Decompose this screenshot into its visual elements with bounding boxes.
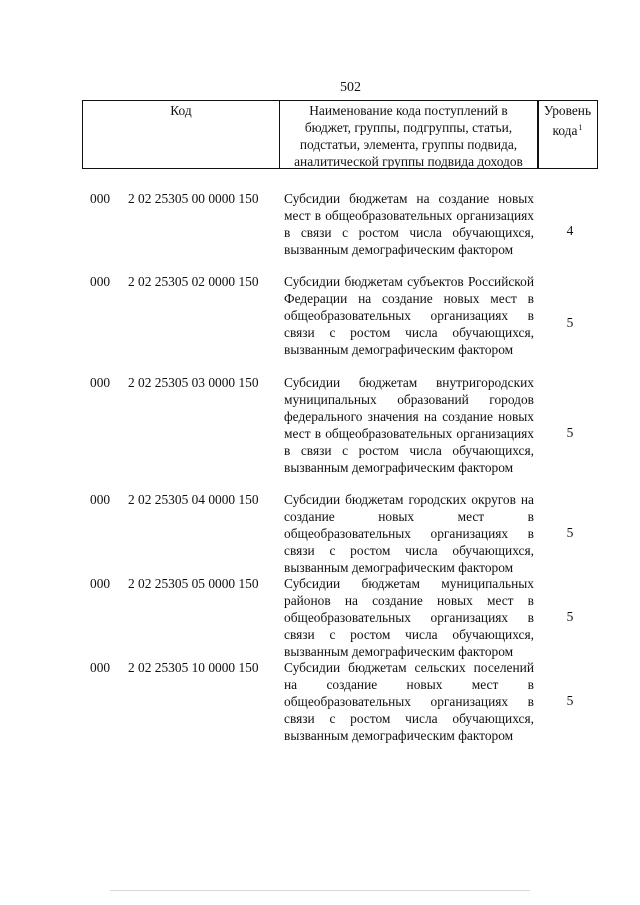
header-level-footnote: 1 [578,123,583,132]
row-level: 5 [566,425,574,440]
scan-edge-line [110,890,530,891]
row-name: Субсидии бюджетам сельских поселений на создание новых мест в общеобразовательных организациях в связи с ростом числа обучающихся, вызванным демографическим фактором [284,660,534,743]
row-prefix: 000 [90,660,111,675]
row-name: Субсидии бюджетам городских округов на создание новых мест в общеобразовательных организациях в связи с ростом числа обучающихся, вызванным демографическим фактором [284,492,534,575]
row-code: 2 02 25305 03 0000 150 [128,375,259,390]
header-name: Наименование кода поступлений в бюджет, группы, подгруппы, статьи, подстатьи, элемента, группы подвида, аналитической группы подвида доходов [280,101,538,168]
row-level: 5 [566,315,574,330]
row-code: 2 02 25305 04 0000 150 [128,492,259,507]
row-level: 5 [566,609,574,624]
row-name: Субсидии бюджетам внутригородских муниципальных образований городов федерального значения на создание новых мест в общеобразовательных организациях в связи с ростом числа обучающихся, вызванным демографическим фактором [284,375,534,475]
row-code: 2 02 25305 00 0000 150 [128,191,259,206]
header-level [538,100,598,169]
header-level-word: кода [552,123,578,138]
page-number: 502 [340,80,361,95]
row-prefix: 000 [90,492,111,507]
header-code: Код [83,101,280,168]
header-level-line1: Уровень [543,103,592,118]
row-code: 2 02 25305 05 0000 150 [128,576,259,591]
row-prefix: 000 [90,274,111,289]
row-prefix: 000 [90,191,111,206]
row-code: 2 02 25305 02 0000 150 [128,274,259,289]
table-header [82,100,539,169]
row-code: 2 02 25305 10 0000 150 [128,660,259,675]
row-name: Субсидии бюджетам субъектов Российской Федерации на создание новых мест в общеобразовательных организациях в связи с ростом числа обучающихся, вызванным демографическим фактором [284,274,534,357]
header-level-line2 [538,119,597,139]
row-prefix: 000 [90,576,111,591]
row-level: 5 [566,525,574,540]
row-prefix: 000 [90,375,111,390]
row-level: 4 [566,223,574,238]
row-name: Субсидии бюджетам муниципальных районов на создание новых мест в общеобразовательных организациях в связи с ростом числа обучающихся, вызванным демографическим фактором [284,576,534,659]
row-name: Субсидии бюджетам на создание новых мест в общеобразовательных организациях в связи с ростом числа обучающихся, вызванным демографическим фактором [284,191,534,257]
row-level: 5 [566,693,574,708]
